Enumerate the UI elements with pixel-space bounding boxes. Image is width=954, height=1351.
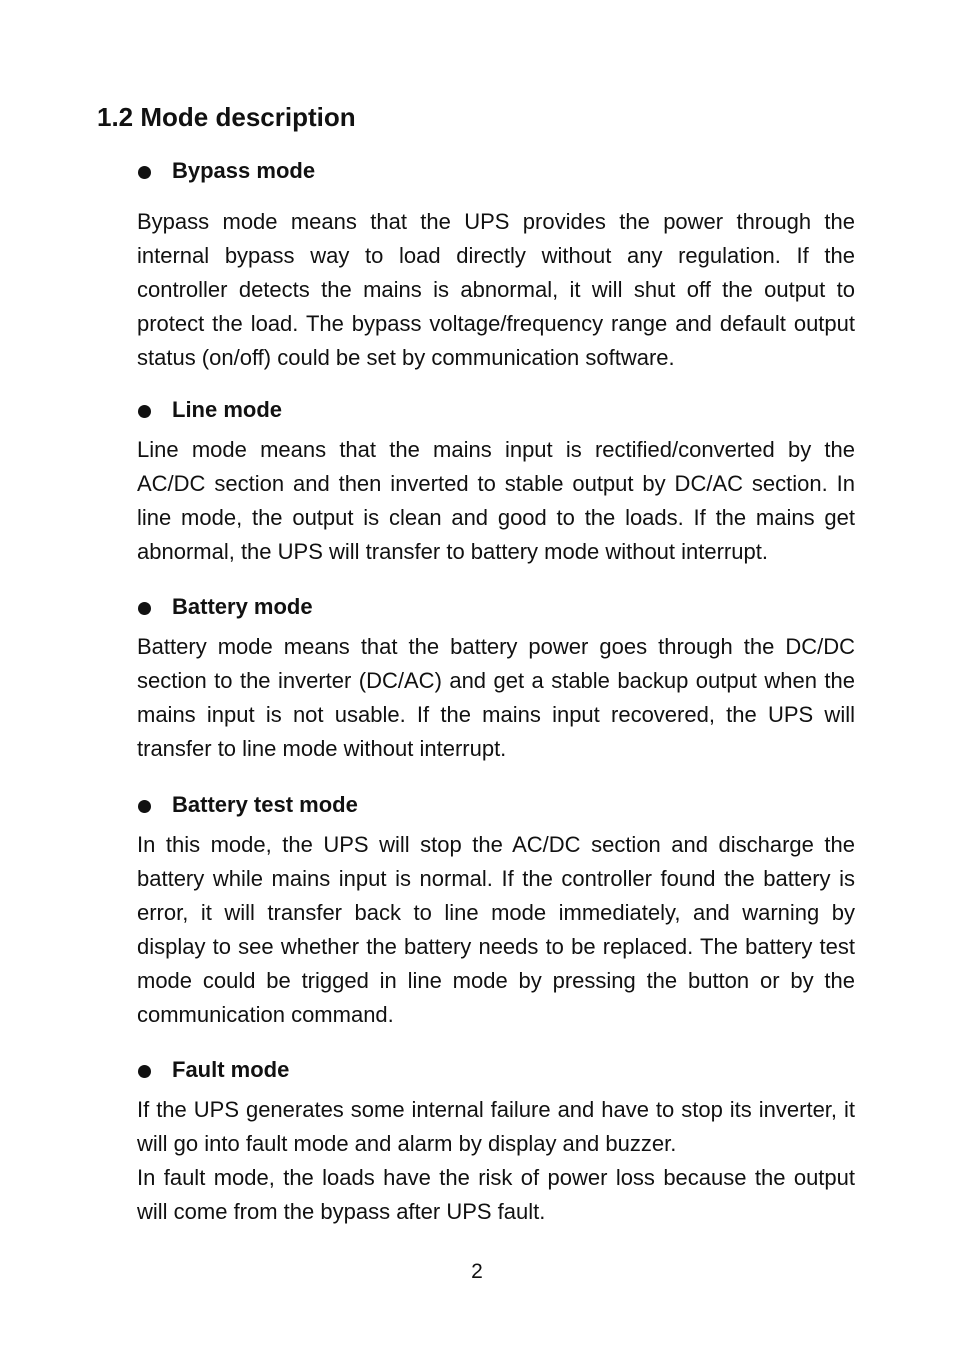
bullet-icon: [138, 602, 151, 615]
mode-bypass: [137, 157, 855, 375]
mode-paragraph: In fault mode, the loads have the risk of power loss because the output will come from the bypass after UPS fault.: [137, 1165, 855, 1224]
mode-heading: [137, 791, 855, 819]
mode-paragraph: If the UPS generates some internal failure and have to stop its inverter, it will go into fault mode and alarm by display and buzzer.: [137, 1097, 855, 1156]
bullet-icon: [138, 800, 151, 813]
mode-heading-text: Bypass mode: [172, 158, 316, 183]
mode-paragraph: Bypass mode means that the UPS provides the power through the internal bypass way to load directly without any regulation. If the controller detects the mains is abnormal, it will shut off the output to protect the load. The bypass voltage/frequency range and default output status (on/off) could be set by communication software.: [137, 209, 855, 370]
mode-heading: [137, 396, 855, 424]
mode-heading-text: Line mode: [172, 397, 283, 422]
mode-paragraph: Line mode means that the mains input is rectified/converted by the AC/DC section and then inverted to stable output by DC/AC section. In line mode, the output is clean and good to the loads. If the mains get abnormal, the UPS will transfer to battery mode without interrupt.: [137, 437, 855, 564]
section-title: 1.2 Mode description: [97, 102, 356, 132]
mode-battery-test: [137, 791, 855, 1032]
mode-battery: [137, 593, 855, 766]
mode-heading-text: Battery mode: [172, 594, 313, 619]
mode-heading: [137, 157, 855, 185]
bullet-icon: [138, 1065, 151, 1078]
mode-paragraph: In this mode, the UPS will stop the AC/DC section and discharge the battery while mains input is normal. If the controller found the battery is error, it will transfer back to line mode immediately, and warning by display to see whether the battery needs to be replaced. The battery test mode could be trigged in line mode by pressing the button or by the communication command.: [137, 832, 855, 1027]
bullet-icon: [138, 405, 151, 418]
bullet-icon: [138, 166, 151, 179]
mode-heading-text: Battery test mode: [172, 792, 358, 817]
mode-fault: [137, 1056, 855, 1229]
mode-heading-text: Fault mode: [172, 1057, 290, 1082]
mode-heading: [137, 593, 855, 621]
mode-line: [137, 396, 855, 569]
mode-heading: [137, 1056, 855, 1084]
mode-paragraph: Battery mode means that the battery power goes through the DC/DC section to the inverter (DC/AC) and get a stable backup output when the mains input is not usable. If the mains input recovered, the UPS will transfer to line mode without interrupt.: [137, 634, 855, 761]
page-number: 2: [471, 1260, 483, 1283]
